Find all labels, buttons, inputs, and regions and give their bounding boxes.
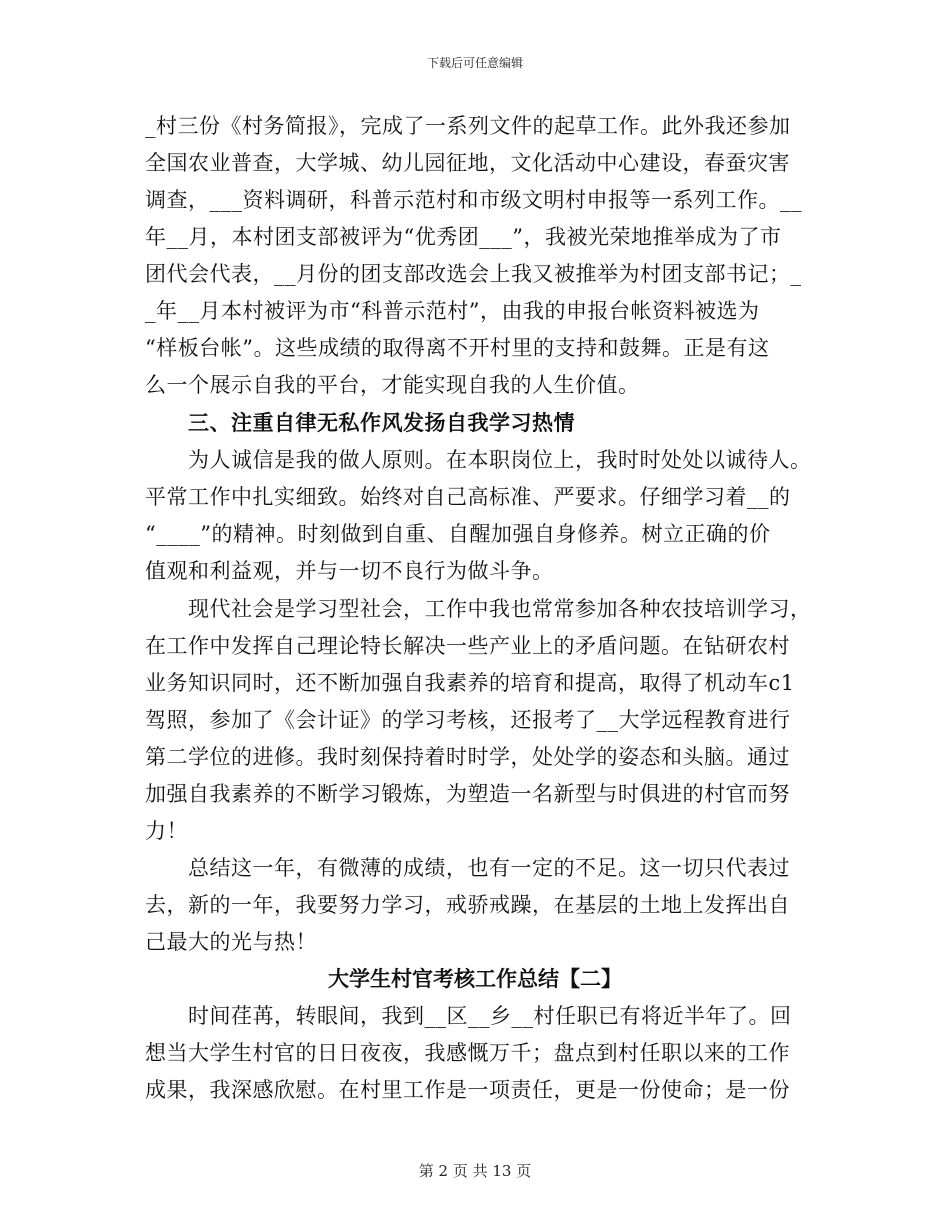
body-line: 时间荏苒，转眼间，我到__区__乡__村任职已有将近半年了。回 — [188, 1004, 792, 1028]
body-line: 己最大的光与热！ — [145, 930, 317, 954]
body-line: 驾照，参加了《会计证》的学习考核，还报考了__大学远程教育进行 — [145, 708, 791, 732]
body-line: _年__月本村被评为市“科普示范村”，由我的申报台帐资料被选为 — [145, 299, 760, 323]
body-line: 力！ — [145, 819, 188, 843]
body-line: 去，新的一年，我要努力学习，戒骄戒躁，在基层的土地上发挥出自 — [145, 893, 790, 917]
body-line: “____”的精神。时刻做到自重、自醒加强自身修养。树立正确的价 — [145, 522, 771, 546]
body-line: 全国农业普查，大学城、幼儿园征地，文化活动中心建设，春蚕灾害 — [145, 151, 790, 175]
page-footer: 第 2 页 共 13 页 — [418, 1162, 532, 1180]
section-title: 大学生村官考核工作总结【二】 — [328, 966, 622, 991]
body-line: 业务知识同时，还不断加强自我素养的培育和提高，取得了机动车c1 — [145, 671, 795, 695]
body-line: 总结这一年，有微薄的成绩，也有一定的不足。这一切只代表过 — [188, 856, 790, 880]
body-line: 平常工作中扎实细致。始终对自己高标准、严要求。仔细学习着__的 — [145, 485, 791, 509]
section-heading: 三、注重自律无私作风发扬自我学习热情 — [188, 410, 575, 435]
body-line: “样板台帐”。这些成绩的取得离不开村里的支持和鼓舞。正是有这 — [145, 336, 770, 360]
body-line: 调查，___资料调研，科普示范村和市级文明村申报等一系列工作。__ — [145, 188, 802, 212]
body-line: _村三份《村务简报》，完成了一系列文件的起草工作。此外我还参加 — [145, 114, 791, 138]
body-line: 第二学位的进修。我时刻保持着时时学，处处学的姿态和头脑。通过 — [145, 745, 790, 769]
body-line: 现代社会是学习型社会，工作中我也常常参加各种农技培训学习， — [188, 597, 812, 621]
body-line: 在工作中发挥自己理论特长解决一些产业上的矛盾问题。在钻研农村 — [145, 634, 790, 658]
body-line: 加强自我素养的不断学习锻炼，为塑造一名新型与时俱进的村官而努 — [145, 782, 790, 806]
header-note: 下载后可任意编辑 — [426, 56, 523, 70]
body-line: 么一个展示自我的平台，才能实现自我的人生价值。 — [145, 373, 640, 397]
body-line: 成果，我深感欣慰。在村里工作是一项责任，更是一份使命；是一份 — [145, 1078, 790, 1102]
body-line: 年__月，本村团支部被评为“优秀团___”，我被光荣地推举成为了市 — [145, 225, 782, 249]
body-line: 值观和利益观，并与一切不良行为做斗争。 — [145, 559, 554, 583]
body-line: 为人诚信是我的做人原则。在本职岗位上，我时时处处以诚待人。 — [188, 448, 812, 472]
body-line: 团代会代表，__月份的团支部改选会上我又被推举为村团支部书记；_ — [145, 262, 802, 286]
body-line: 想当大学生村官的日日夜夜，我感慨万千；盘点到村任职以来的工作 — [145, 1041, 790, 1065]
